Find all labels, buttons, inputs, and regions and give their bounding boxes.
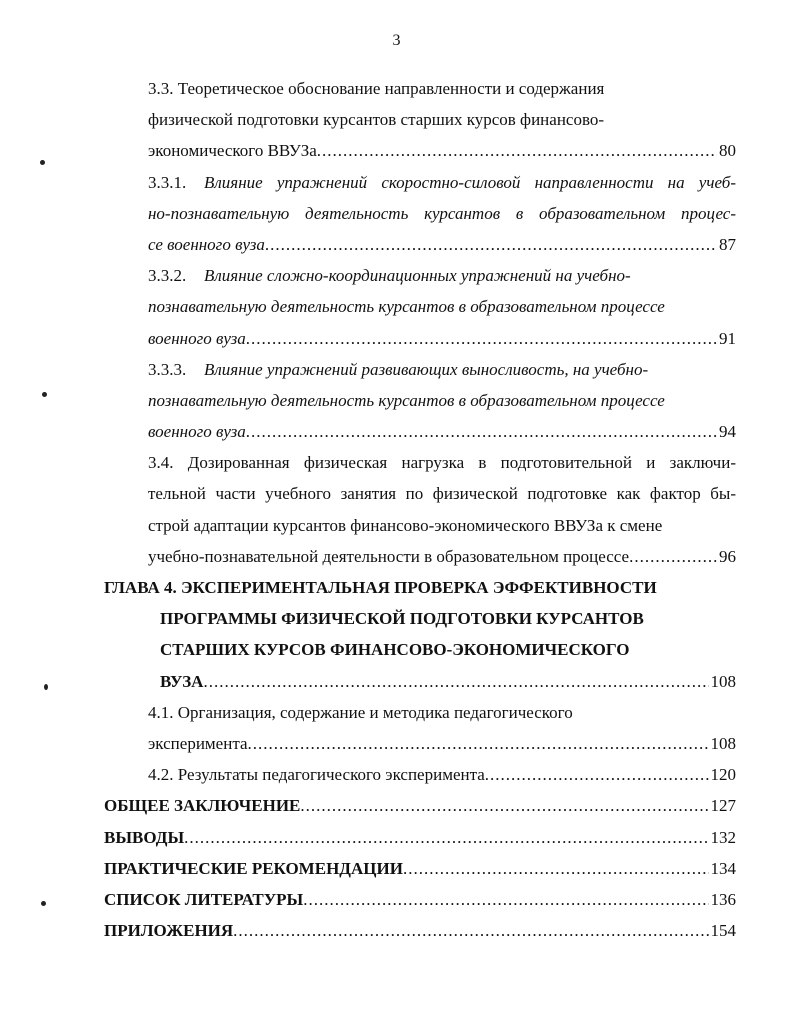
scan-speck (42, 392, 47, 397)
toc-entry-4-1[interactable]: 4.1. Организация, содержание и методика педагогического эксперимента ..... 108 (104, 697, 736, 759)
toc-findings[interactable]: ВЫВОДЫ ..... 132 (104, 822, 736, 853)
toc-entry-3-3-1[interactable]: 3.3.1. Влияние упражнений скоростно-силовой направленности на учеб- но-познавательную деятельность курсантов в образовательном процес- се военного вуза ..... 87 (104, 167, 736, 261)
leader-dots (317, 135, 717, 166)
scan-speck (40, 160, 45, 165)
toc-appendices[interactable]: ПРИЛОЖЕНИЯ ..... 154 (104, 915, 736, 946)
scan-speck (41, 901, 46, 906)
page-ref: 80 (719, 141, 736, 161)
toc-entry-3-3-3[interactable]: 3.3.3. Влияние упражнений развивающих выносливость, на учебно- познавательную деятельность курсантов в образовательном процессе военного вуза ..... 94 (104, 354, 736, 448)
toc-references[interactable]: СПИСОК ЛИТЕРАТУРЫ ..... 136 (104, 884, 736, 915)
table-of-contents (104, 73, 736, 946)
scan-speck (44, 684, 48, 690)
page-number: 3 (392, 32, 401, 49)
toc-entry-3-3[interactable]: 3.3. Теоретическое обоснование направленности и содержания физической подготовки курсантов старших курсов финансово- экономического ВВУЗа ..... 80 (104, 73, 736, 167)
toc-recommendations[interactable]: ПРАКТИЧЕСКИЕ РЕКОМЕНДАЦИИ ..... 134 (104, 853, 736, 884)
toc-chapter-4[interactable]: ГЛАВА 4. ЭКСПЕРИМЕНТАЛЬНАЯ ПРОВЕРКА ЭФФЕКТИВНОСТИ ПРОГРАММЫ ФИЗИЧЕСКОЙ ПОДГОТОВКИ КУРСАНТОВ СТАРШИХ КУРСОВ ФИНАНСОВО-ЭКОНОМИЧЕСКОГО ВУЗА ..... 108 (104, 572, 736, 697)
toc-conclusion[interactable]: ОБЩЕЕ ЗАКЛЮЧЕНИЕ ..... 127 (104, 790, 736, 821)
toc-entry-4-2[interactable]: 4.2. Результаты педагогического эксперимента ..... 120 (104, 759, 736, 790)
toc-entry-3-4[interactable]: 3.4. Дозированная физическая нагрузка в подготовительной и заключи- тельной части учебного занятия по физической подготовке как фактор бы- строй адаптации курсантов финансово-экономического ВВУЗа к смене учебно-познавательной деятельности в образовательном процессе ..... 96 (104, 447, 736, 572)
toc-entry-3-3-2[interactable]: 3.3.2. Влияние сложно-координационных упражнений на учебно- познавательную деятельность курсантов в образовательном процессе военного вуза ..... 91 (104, 260, 736, 354)
